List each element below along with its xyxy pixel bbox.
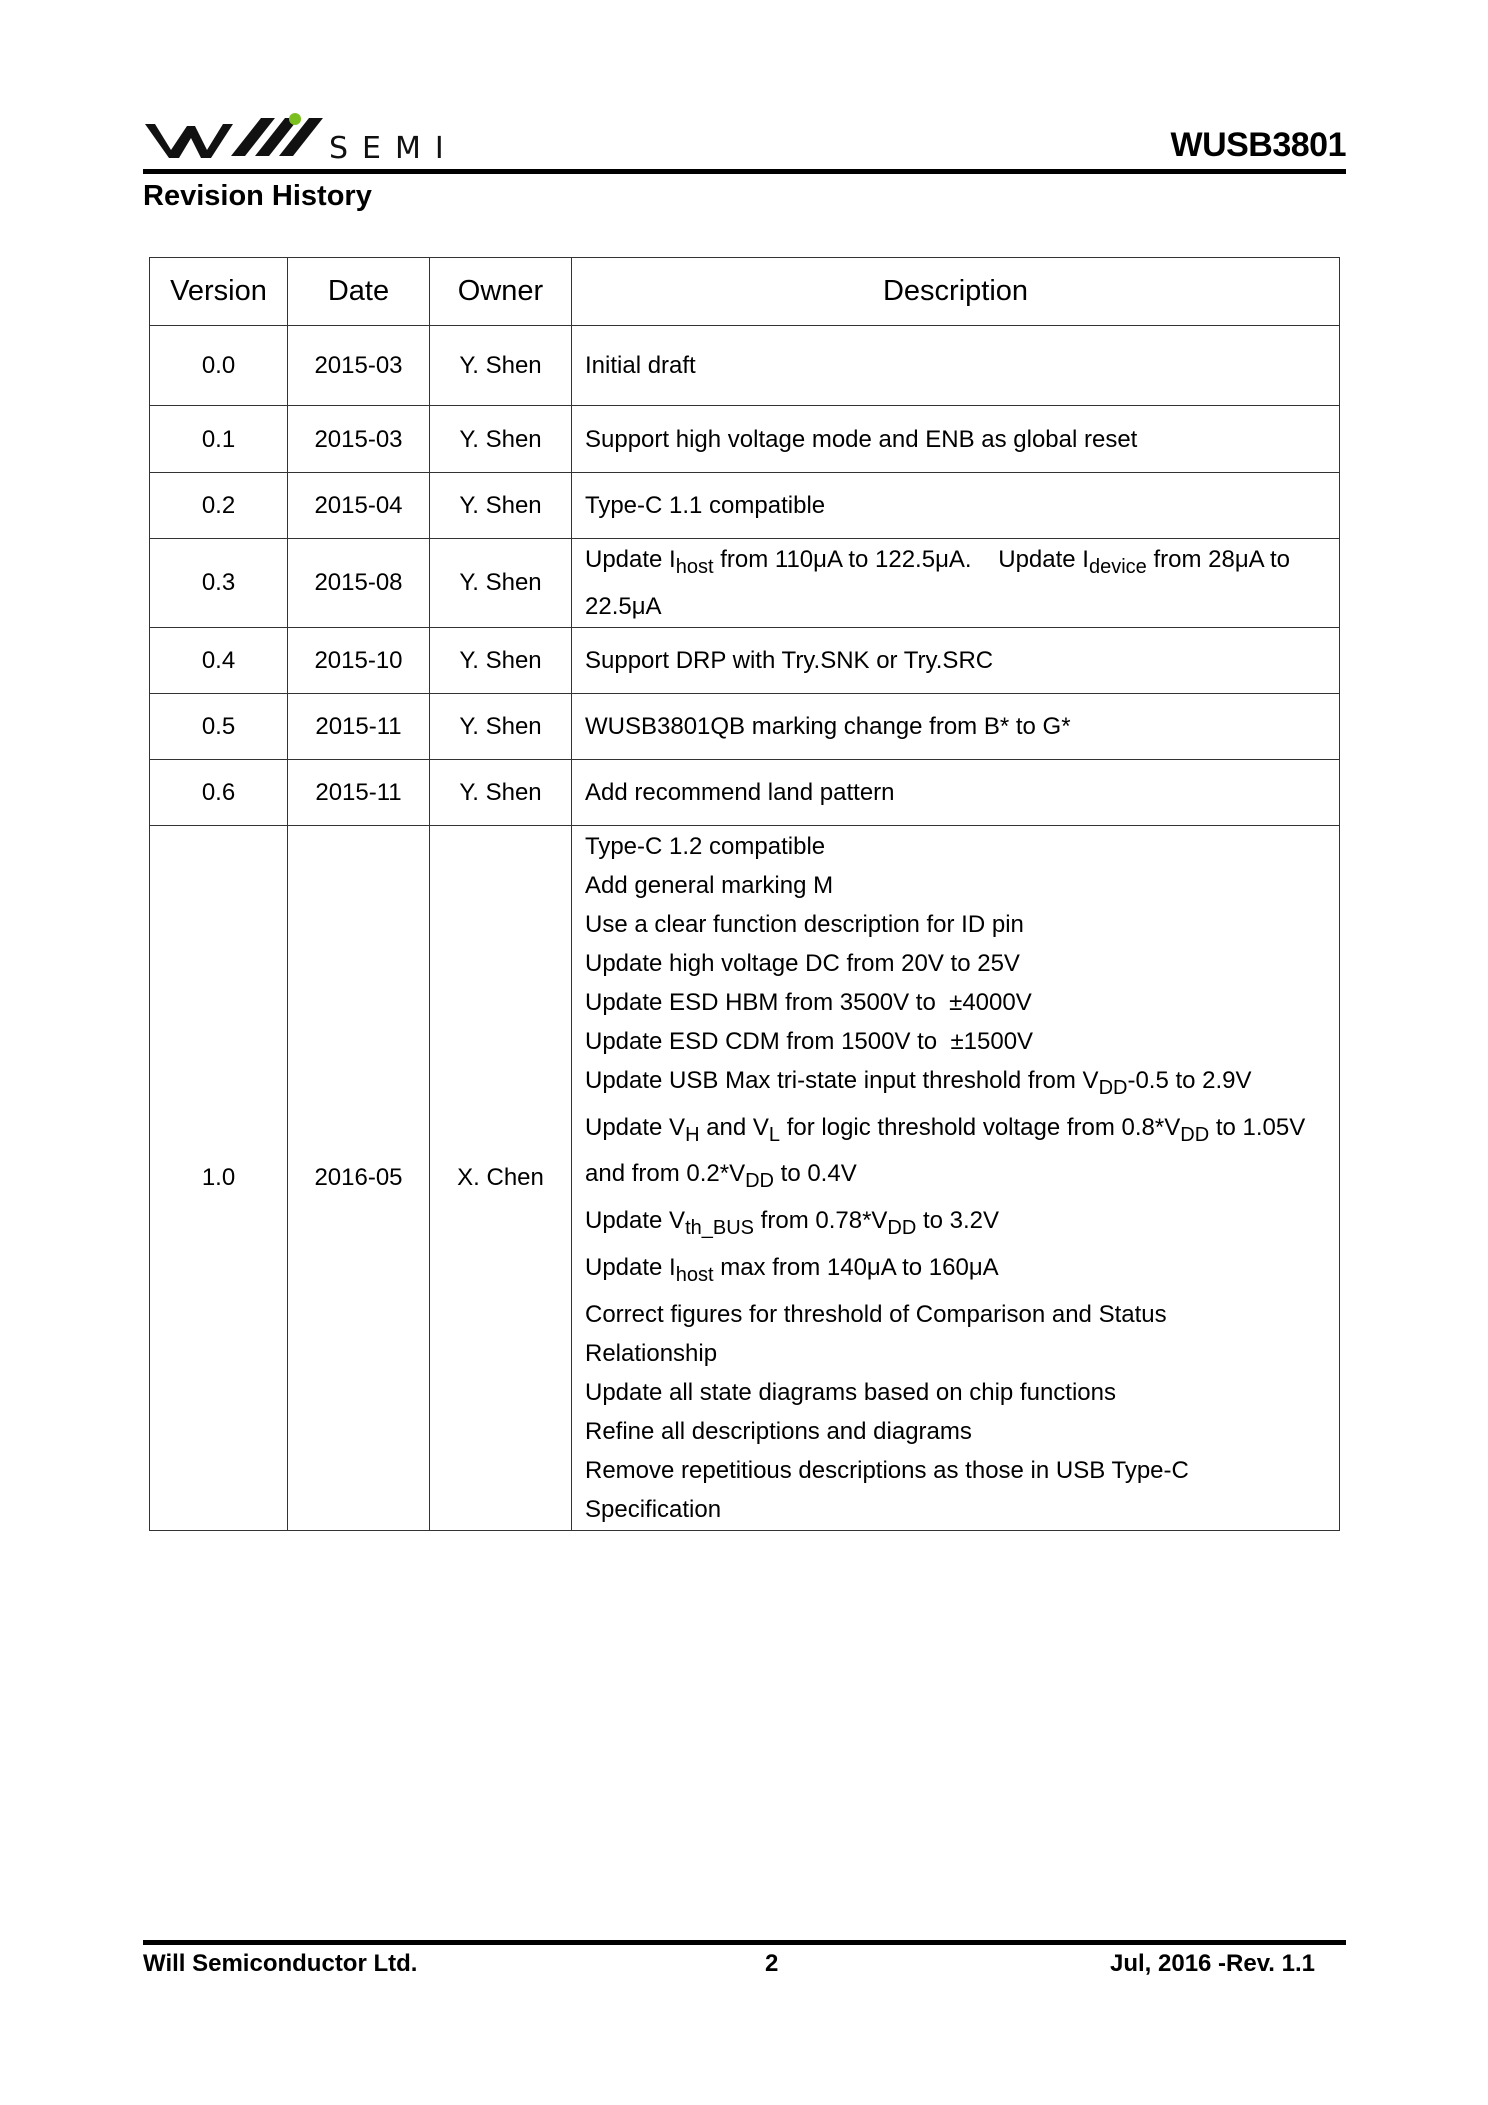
description-line: Add general marking M [585,871,834,899]
description-line: Update $I_{host}$ from 110μA to 122.5μA. Update $I_{device}$ from 28μA to [585,546,1291,578]
cell-owner: Y. Shen [430,326,572,406]
cell-owner: Y. Shen [430,473,572,539]
cell-version: 0.5 [150,693,288,759]
footer-page-number: 2 [765,1950,779,1977]
cell-description [572,326,1340,406]
cell-description [572,406,1340,473]
cell-description [572,473,1340,539]
section-title: Revision History [143,180,372,212]
cell-description [572,627,1340,693]
cell-version: 0.4 [150,627,288,693]
description-line: 22.5μA [585,592,662,620]
footer-rule [143,1940,1346,1945]
table-row [150,825,1340,1530]
description-line: Add recommend land pattern [585,778,895,806]
description-line: Update $V_{th\_BUS}$ from $0.78*V_{DD}$ to 3.2V [585,1207,1000,1239]
table-row [150,406,1340,473]
description-line: Update USB Max tri-state input threshold from $V_{DD}-0.5$ to 2.9V [585,1066,1252,1099]
header-rule [143,169,1346,174]
description-line: Type-C 1.2 compatible [585,832,826,860]
cell-version: 0.6 [150,759,288,825]
table-row [150,627,1340,693]
column-header-description: Description [572,258,1340,326]
cell-version: 0.0 [150,326,288,406]
column-header-date: Date [288,258,430,326]
cell-owner: Y. Shen [430,539,572,628]
cell-date: 2015-03 [288,326,430,406]
cell-version: 0.2 [150,473,288,539]
will-semi-logo [143,110,483,164]
table-row [150,326,1340,406]
cell-date: 2016-05 [288,825,430,1530]
cell-description [572,759,1340,825]
revision-history-table [149,257,1340,1531]
footer-revision: Jul, 2016 -Rev. 1.1 [1109,1950,1315,1977]
description-line: Update ESD HBM from 3500V to ±4000V [585,988,1032,1016]
description-line: Support DRP with Try.SNK or Try.SRC [585,646,994,674]
description-line: Initial draft [585,352,696,379]
description-line: Update all state diagrams based on chip functions [585,1378,1116,1406]
cell-owner: Y. Shen [430,759,572,825]
cell-date: 2015-08 [288,539,430,628]
page-header [143,108,1346,168]
cell-description [572,825,1340,1530]
column-header-version: Version [150,258,288,326]
table-row [150,539,1340,628]
cell-description [572,539,1340,628]
cell-version: 0.3 [150,539,288,628]
description-line: and from $0.2*V_{DD}$ to 0.4V [585,1160,857,1193]
cell-owner: X. Chen [430,825,572,1530]
cell-owner: Y. Shen [430,627,572,693]
description-line: Use a clear function description for ID pin [585,910,1024,938]
table-header-row [150,258,1340,326]
description-line: Relationship [585,1339,718,1367]
description-line: Update high voltage DC from 20V to 25V [585,949,1020,977]
table-row [150,473,1340,539]
cell-description [572,693,1340,759]
cell-date: 2015-11 [288,759,430,825]
table-row [150,759,1340,825]
cell-version: 0.1 [150,406,288,473]
cell-owner: Y. Shen [430,693,572,759]
cell-version: 1.0 [150,825,288,1530]
cell-date: 2015-03 [288,406,430,473]
description-line: Update $V_H$ and $V_L$ for logic threshold voltage from $0.8*V_{DD}$ to 1.05V [585,1113,1306,1146]
description-line: Specification [585,1495,722,1523]
description-line: Support high voltage mode and ENB as global reset [585,425,1138,453]
description-line: Update ESD CDM from 1500V to ±1500V [585,1027,1034,1055]
cell-date: 2015-11 [288,693,430,759]
description-line: Type-C 1.1 compatible [585,492,826,519]
description-line: WUSB3801QB marking change from B* to G* [585,712,1071,740]
cell-date: 2015-04 [288,473,430,539]
cell-date: 2015-10 [288,627,430,693]
table-body [150,326,1340,1531]
description-line: Update $I_{host}$ max from 140μA to 160μA [585,1253,999,1286]
description-line: Refine all descriptions and diagrams [585,1417,972,1445]
part-number: WUSB3801 [1170,126,1346,164]
description-line: Correct figures for threshold of Comparison and Status [585,1300,1167,1328]
footer-company: Will Semiconductor Ltd. [143,1950,418,1977]
description-line: Remove repetitious descriptions as those in USB Type-C [585,1456,1189,1484]
column-header-owner: Owner [430,258,572,326]
table-row [150,693,1340,759]
cell-owner: Y. Shen [430,406,572,473]
svg-text:SEMI: SEMI [329,131,458,164]
